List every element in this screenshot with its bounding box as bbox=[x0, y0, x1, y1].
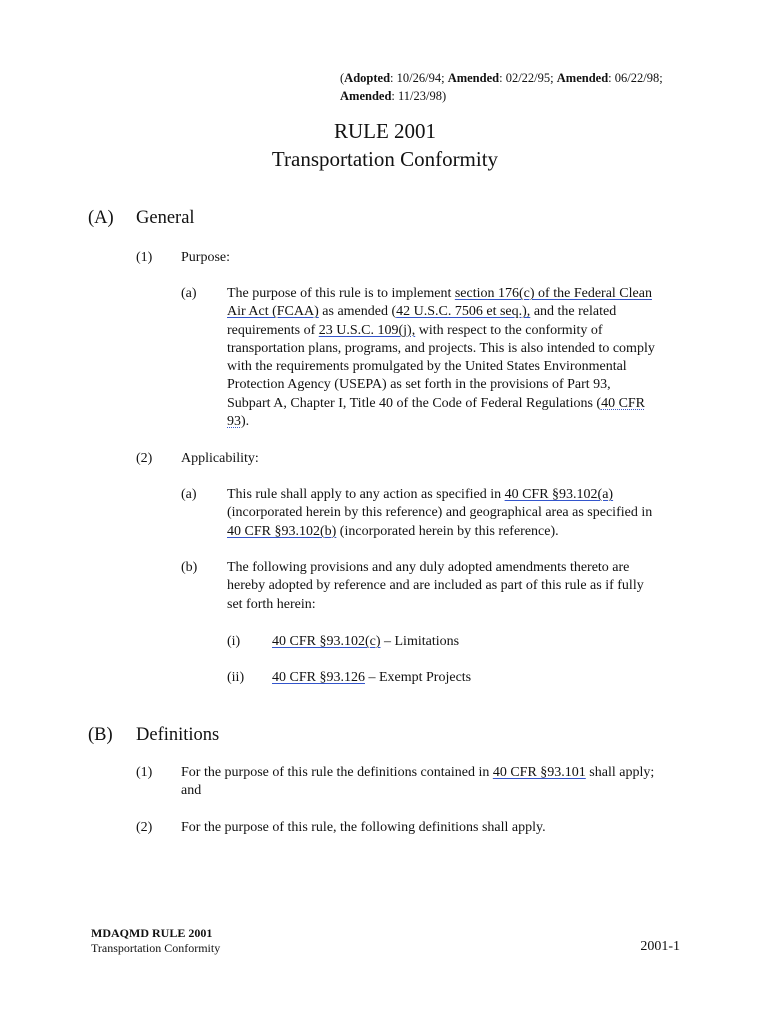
amended-label-3: Amended bbox=[340, 89, 392, 103]
definitions-1-text-1: For the purpose of this rule the definitions contained in bbox=[181, 765, 493, 780]
a1-number: (1) bbox=[136, 250, 153, 265]
definitions-1-text-2: shall apply; and bbox=[181, 765, 655, 799]
definitions-paragraph-1 bbox=[181, 764, 661, 801]
a2b-ii-number: (ii) bbox=[227, 670, 245, 685]
a2b-number: (b) bbox=[181, 560, 198, 575]
applicability-a-text-1: This rule shall apply to any action as specified in bbox=[227, 487, 505, 502]
section-b-heading: Definitions bbox=[136, 725, 220, 745]
section-b-label: (B) bbox=[88, 725, 113, 745]
footer-rule-title: Transportation Conformity bbox=[91, 941, 221, 955]
rule-number: RULE 2001 bbox=[333, 119, 437, 143]
amended-date-2: 06/22/98 bbox=[614, 71, 660, 85]
exempt-projects-item bbox=[272, 669, 471, 687]
cfr-93-101-link[interactable]: 40 CFR §93.101 bbox=[492, 765, 586, 780]
cfr-93-102c-link[interactable]: 40 CFR §93.102(c) bbox=[272, 634, 381, 649]
usc-7506-link[interactable]: 42 U.S.C. 7506 et seq.), bbox=[396, 304, 531, 320]
definitions-paragraph-2: For the purpose of this rule, the following definitions shall apply. bbox=[181, 820, 546, 835]
applicability-paragraph-b: The following provisions and any duly adopted amendments thereto are hereby adopted by reference and are included as part of this rule as if fully set forth herein: bbox=[227, 560, 644, 612]
amended-date-3: 11/23/98 bbox=[398, 89, 442, 103]
a2-heading: Applicability: bbox=[181, 451, 259, 466]
adopted-date: 10/26/94 bbox=[396, 71, 442, 85]
a1a-number: (a) bbox=[181, 286, 197, 301]
b1-number: (1) bbox=[136, 765, 153, 780]
page-number: 2001-1 bbox=[640, 939, 680, 954]
a2b-i-number: (i) bbox=[227, 634, 241, 649]
fcaa-section-176c-link[interactable]: section 176(c) of the Federal Clean Air Act (FCAA) bbox=[227, 286, 652, 320]
a2a-number: (a) bbox=[181, 487, 197, 502]
limitations-text: – Limitations bbox=[380, 634, 460, 649]
section-a-heading: General bbox=[136, 208, 195, 228]
footer-rule-number: MDAQMD RULE 2001 bbox=[91, 926, 213, 940]
rule-title: Transportation Conformity bbox=[271, 147, 499, 171]
cfr-93-link[interactable]: 40 CFR 93 bbox=[227, 395, 646, 430]
adopted-label: Adopted bbox=[344, 71, 391, 85]
purpose-text-2: as amended ( bbox=[318, 304, 397, 320]
purpose-text-1: The purpose of this rule is to implement bbox=[227, 286, 455, 301]
a2-number: (2) bbox=[136, 451, 153, 466]
exempt-projects-text: – Exempt Projects bbox=[364, 670, 472, 685]
applicability-a-text-3: (incorporated herein by this reference). bbox=[336, 523, 559, 539]
purpose-text-5: ). bbox=[241, 414, 250, 430]
applicability-a-text-2: (incorporated herein by this reference) and geographical area as specified in bbox=[227, 505, 653, 521]
applicability-paragraph-a bbox=[227, 486, 657, 541]
a1-heading: Purpose: bbox=[181, 250, 230, 265]
cfr-93-102b-link[interactable]: 40 CFR §93.102(b) bbox=[227, 523, 337, 539]
usc-109j-link[interactable]: 23 U.S.C. 109(j), bbox=[318, 322, 416, 338]
limitations-item bbox=[272, 633, 459, 651]
amended-label-2: Amended bbox=[556, 71, 609, 85]
amended-label-1: Amended bbox=[447, 71, 500, 85]
cfr-93-102a-link[interactable]: 40 CFR §93.102(a) bbox=[504, 487, 614, 502]
purpose-paragraph bbox=[227, 285, 657, 431]
section-a-label: (A) bbox=[88, 208, 114, 228]
purpose-text-4: with respect to the conformity of transportation plans, programs, and projects. This is also intended to comply with the requirements promulgated by the United States Environmental Protection Agency (USEPA) as set forth in the provisions of Part 93, Subpart A, Chapter I, Title 40 of the Code of Federal Regulations ( bbox=[227, 322, 655, 411]
amended-date-1: 02/22/95 bbox=[505, 71, 551, 85]
cfr-93-126-link[interactable]: 40 CFR §93.126 bbox=[272, 670, 365, 685]
b2-number: (2) bbox=[136, 820, 153, 835]
purpose-text-3: and the related requirements of bbox=[227, 304, 617, 338]
adoption-history: (Adopted: 10/26/94; Amended: 02/22/95; Amended: 06/22/98; Amended: 11/23/98) bbox=[340, 71, 663, 103]
